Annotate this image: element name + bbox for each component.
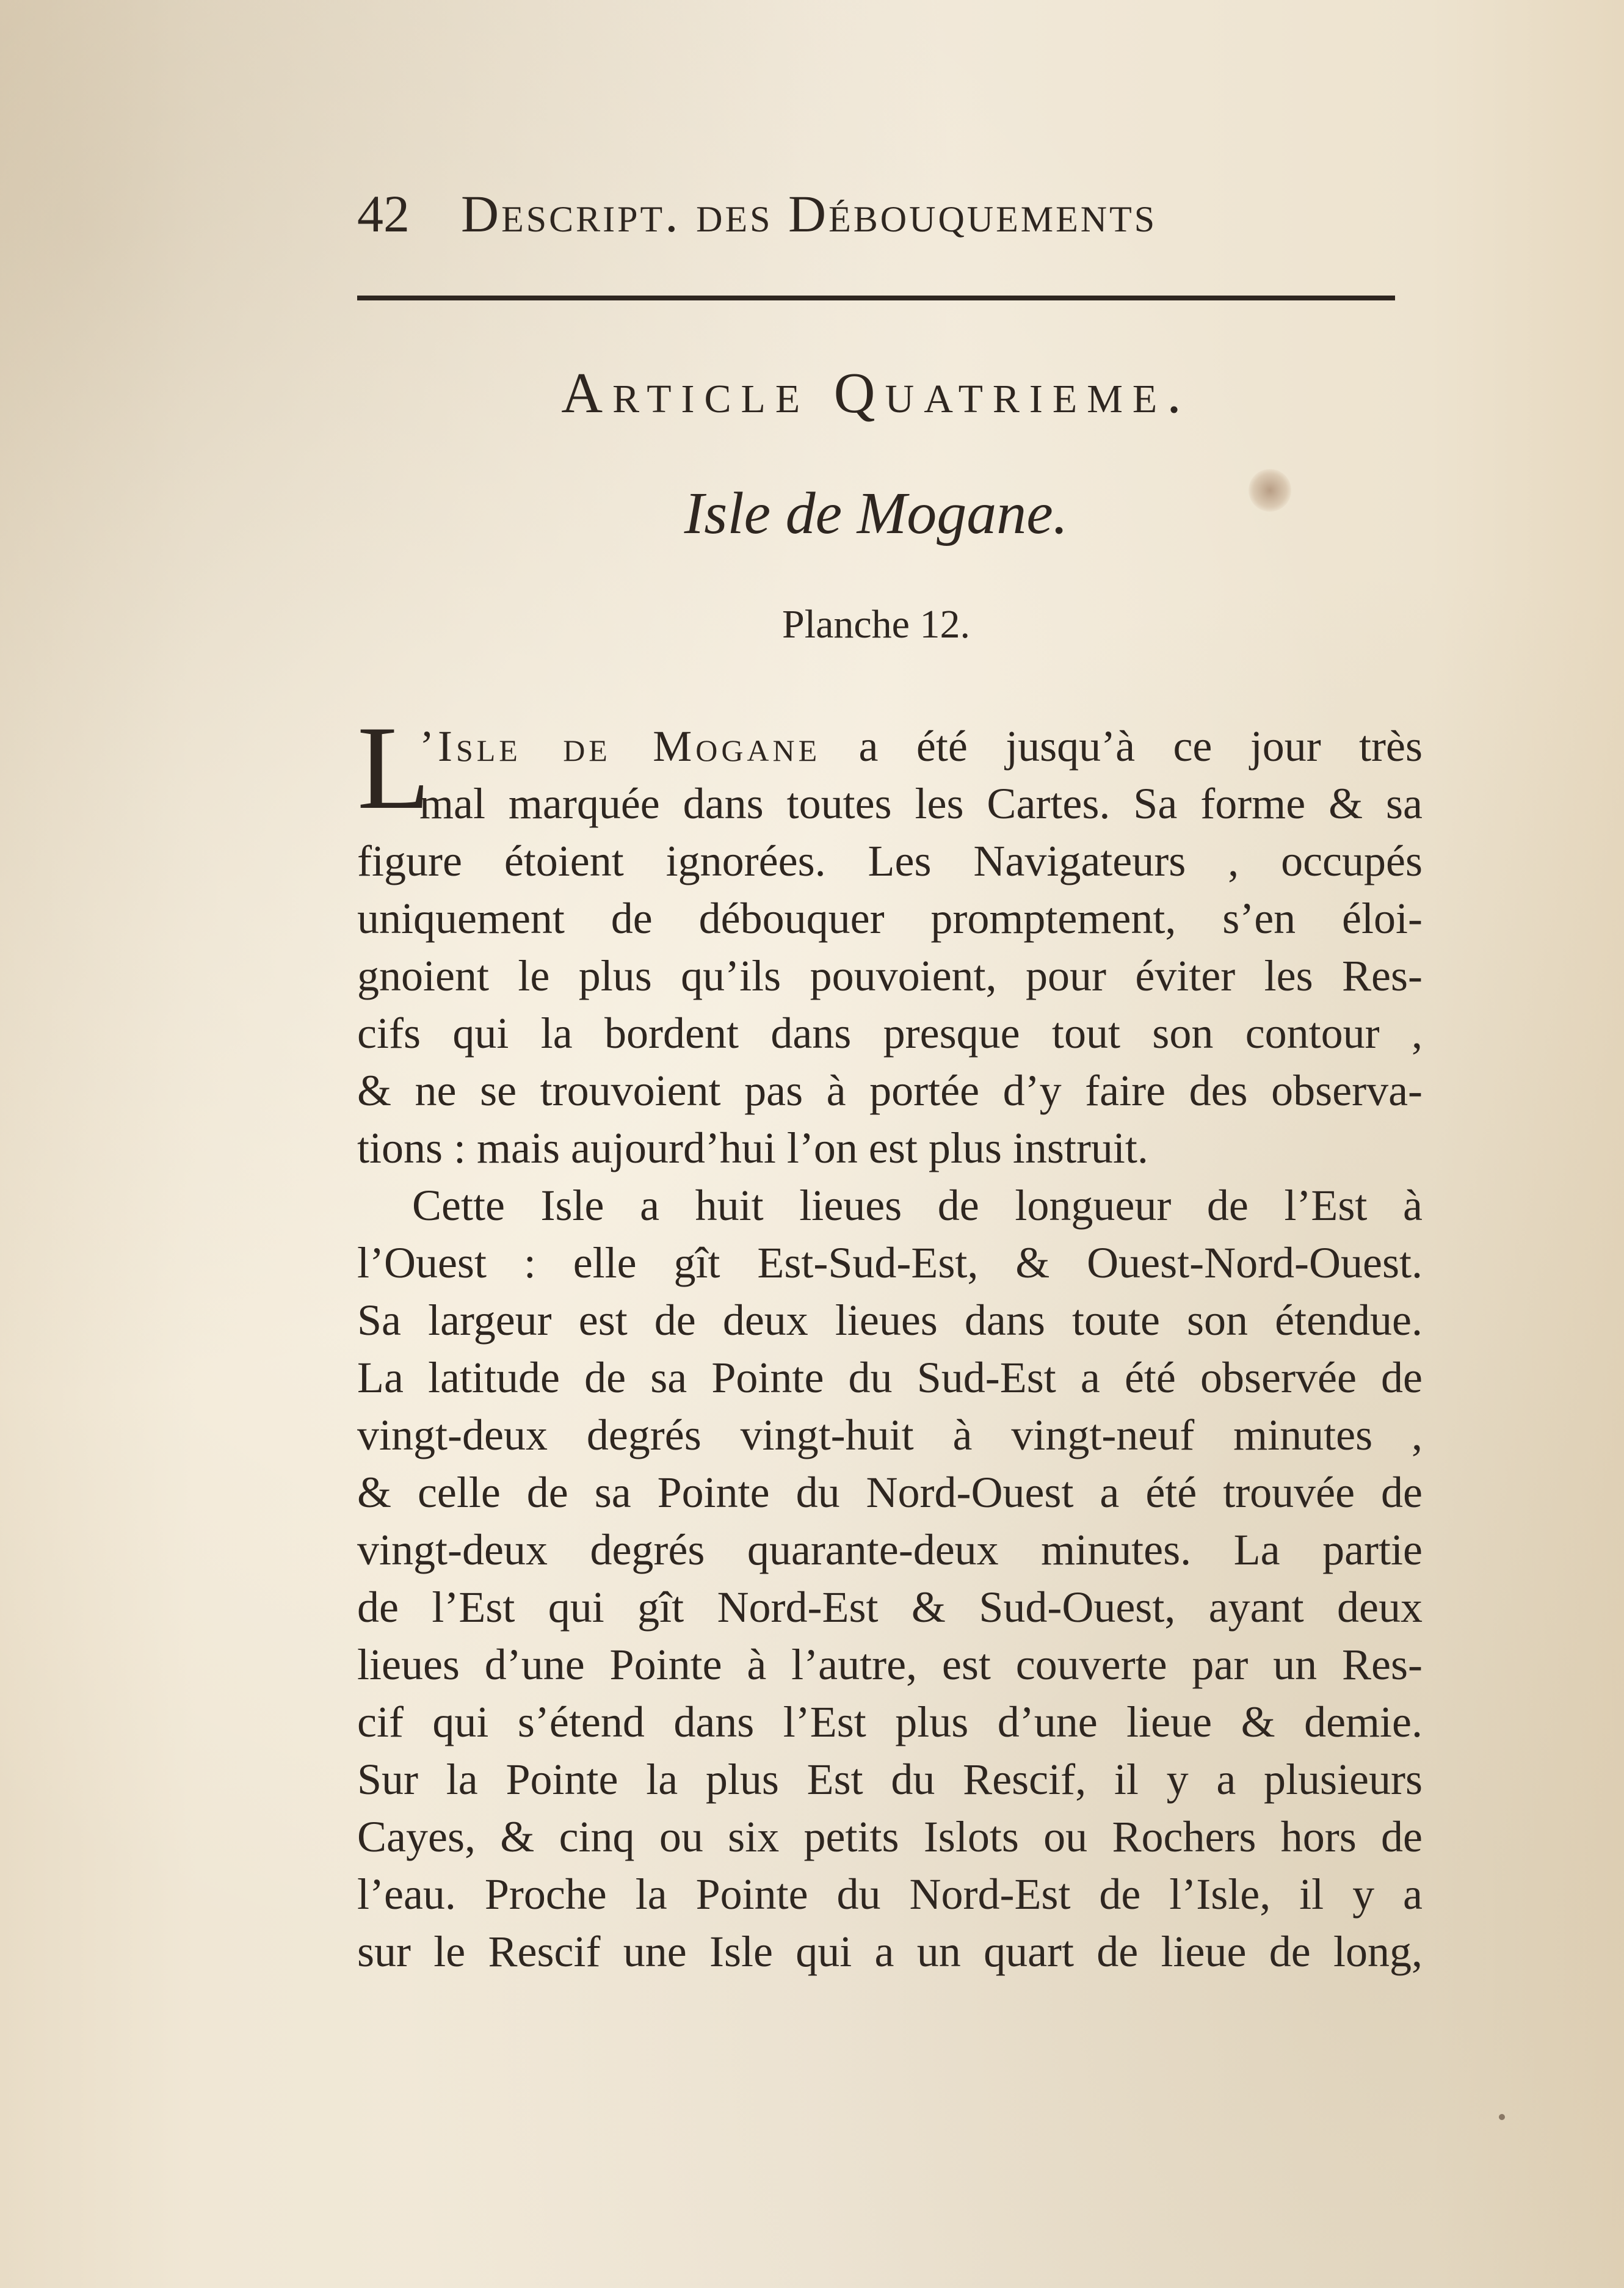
text-line: Sur la Pointe la plus Est du Rescif, il y a plusieurs xyxy=(357,1755,1423,1804)
text-line xyxy=(418,717,1423,775)
first-words: ’Isle de Mogane xyxy=(419,722,821,771)
text-line: tions : mais aujourd’hui l’on est plus instruit. xyxy=(357,1124,1148,1172)
text-line: sur le Rescif une Isle qui a un quart de lieue de long, xyxy=(357,1927,1423,1976)
plate-reference: Planche 12. xyxy=(782,602,970,647)
body-text xyxy=(357,702,1423,1980)
text-line: lieues d’une Pointe à l’autre, est couverte par un Res- xyxy=(357,1640,1423,1689)
page-number: 42 xyxy=(357,184,410,243)
ink-dot xyxy=(1499,2114,1505,2120)
text-line: mal marquée dans toutes les Cartes. Sa forme & sa xyxy=(419,779,1423,828)
article-subheading: Isle de Mogane. xyxy=(684,481,1068,547)
text-line: l’eau. Proche la Pointe du Nord-Est de l’Isle, il y a xyxy=(357,1870,1423,1919)
text-line: & ne se trouvoient pas à portée d’y faire des observa- xyxy=(357,1066,1423,1115)
paragraph-2 xyxy=(357,1177,1423,1980)
text-line: cifs qui la bordent dans presque tout son contour , xyxy=(357,1009,1423,1058)
header-rule xyxy=(357,296,1395,300)
text-line: gnoient le plus qu’ils pouvoient, pour éviter les Res- xyxy=(357,951,1423,1000)
text-line: uniquement de débouquer promptement, s’en éloi- xyxy=(357,894,1423,943)
text-line: l’Ouest : elle gît Est-Sud-Est, & Ouest-Nord-Ouest. xyxy=(357,1238,1423,1287)
text-line: La latitude de sa Pointe du Sud-Est a été observée de xyxy=(357,1353,1423,1402)
paragraph-1 xyxy=(357,702,1423,1177)
text-line: figure étoient ignorées. Les Navigateurs , occupés xyxy=(357,837,1423,885)
text-line: vingt-deux degrés quarante-deux minutes. La partie xyxy=(357,1525,1423,1574)
text-line: Sa largeur est de deux lieues dans toute son étendue. xyxy=(357,1296,1423,1345)
text-line: vingt-deux degrés vingt-huit à vingt-neuf minutes , xyxy=(357,1411,1423,1459)
text-line: Cayes, & cinq ou six petits Islots ou Rochers hors de xyxy=(357,1812,1423,1861)
running-title: Descript. des Débouquements xyxy=(461,184,1158,243)
running-head xyxy=(357,183,1395,250)
text-line: cif qui s’étend dans l’Est plus d’une lieue & demie. xyxy=(357,1698,1423,1746)
text-line: Cette Isle a huit lieues de longueur de l’Est à xyxy=(412,1181,1423,1230)
text-line: de l’Est qui gît Nord-Est & Sud-Ouest, ayant deux xyxy=(357,1583,1423,1632)
drop-cap: L xyxy=(357,702,430,834)
text-line: & celle de sa Pointe du Nord-Ouest a été trouvée de xyxy=(357,1468,1423,1517)
article-heading: Article Quatrieme. xyxy=(561,361,1191,425)
first-line-rest: a été jusqu’à ce jour très xyxy=(821,722,1423,771)
